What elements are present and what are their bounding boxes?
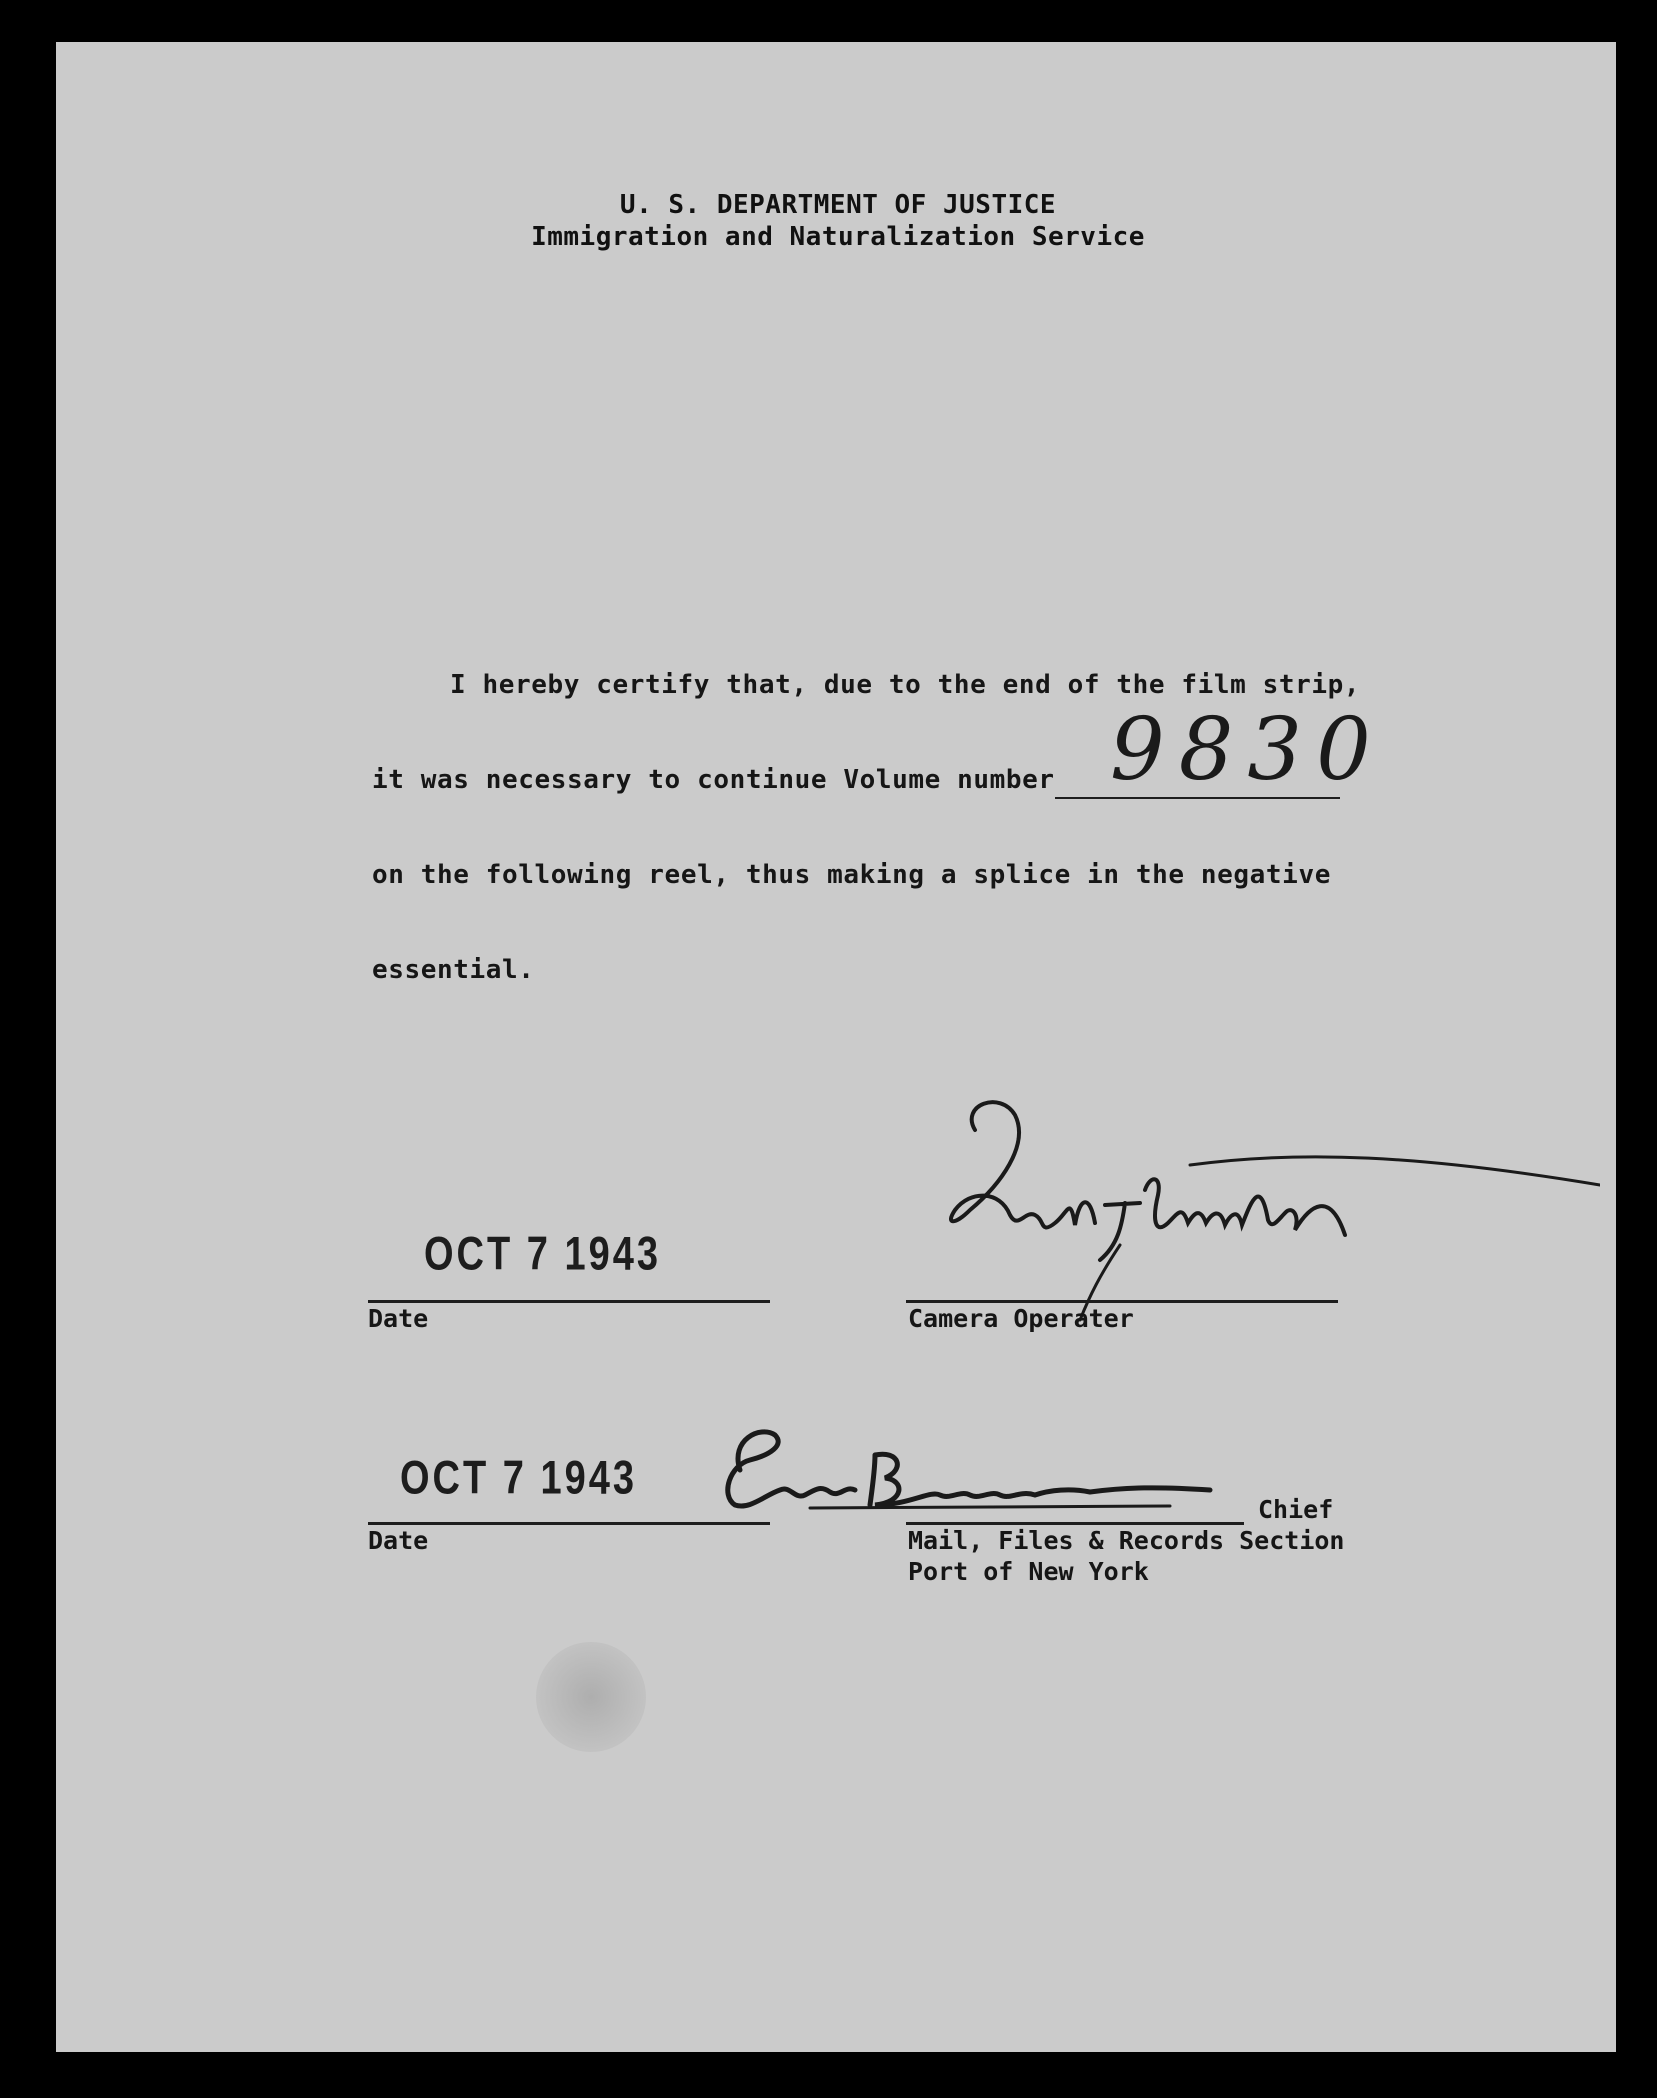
certificate-line-3: on the following reel, thus making a splice in the negative <box>372 860 1331 890</box>
certificate-line-1: I hereby certify that, due to the end of the film strip, <box>450 670 1361 700</box>
chief-date-stamp: OCT 7 1943 <box>400 1452 637 1505</box>
camera-date-line <box>368 1300 770 1303</box>
camera-operator-label: Camera Operater <box>908 1304 1134 1333</box>
camera-date-stamp: OCT 7 1943 <box>424 1228 661 1281</box>
paper-smudge <box>536 1642 646 1752</box>
chief-signature-line <box>906 1522 1244 1525</box>
certificate-line-2: it was necessary to continue Volume number <box>372 765 1055 795</box>
chief-title-word: Chief <box>1258 1495 1334 1524</box>
camera-operator-line <box>906 1300 1338 1303</box>
volume-number-handwritten: 9830 <box>1110 700 1385 800</box>
chief-date-label: Date <box>368 1526 429 1555</box>
header-service: Immigration and Naturalization Service <box>531 222 1145 252</box>
chief-title-office: Mail, Files & Records Section <box>908 1526 1345 1555</box>
chief-signature <box>690 1410 1250 1530</box>
chief-title-port: Port of New York <box>908 1557 1149 1586</box>
document-page <box>56 42 1616 2052</box>
camera-operator-signature <box>900 1095 1600 1335</box>
certificate-line-4: essential. <box>372 955 535 985</box>
header-department: U. S. DEPARTMENT OF JUSTICE <box>619 190 1057 220</box>
camera-date-label: Date <box>368 1304 429 1333</box>
